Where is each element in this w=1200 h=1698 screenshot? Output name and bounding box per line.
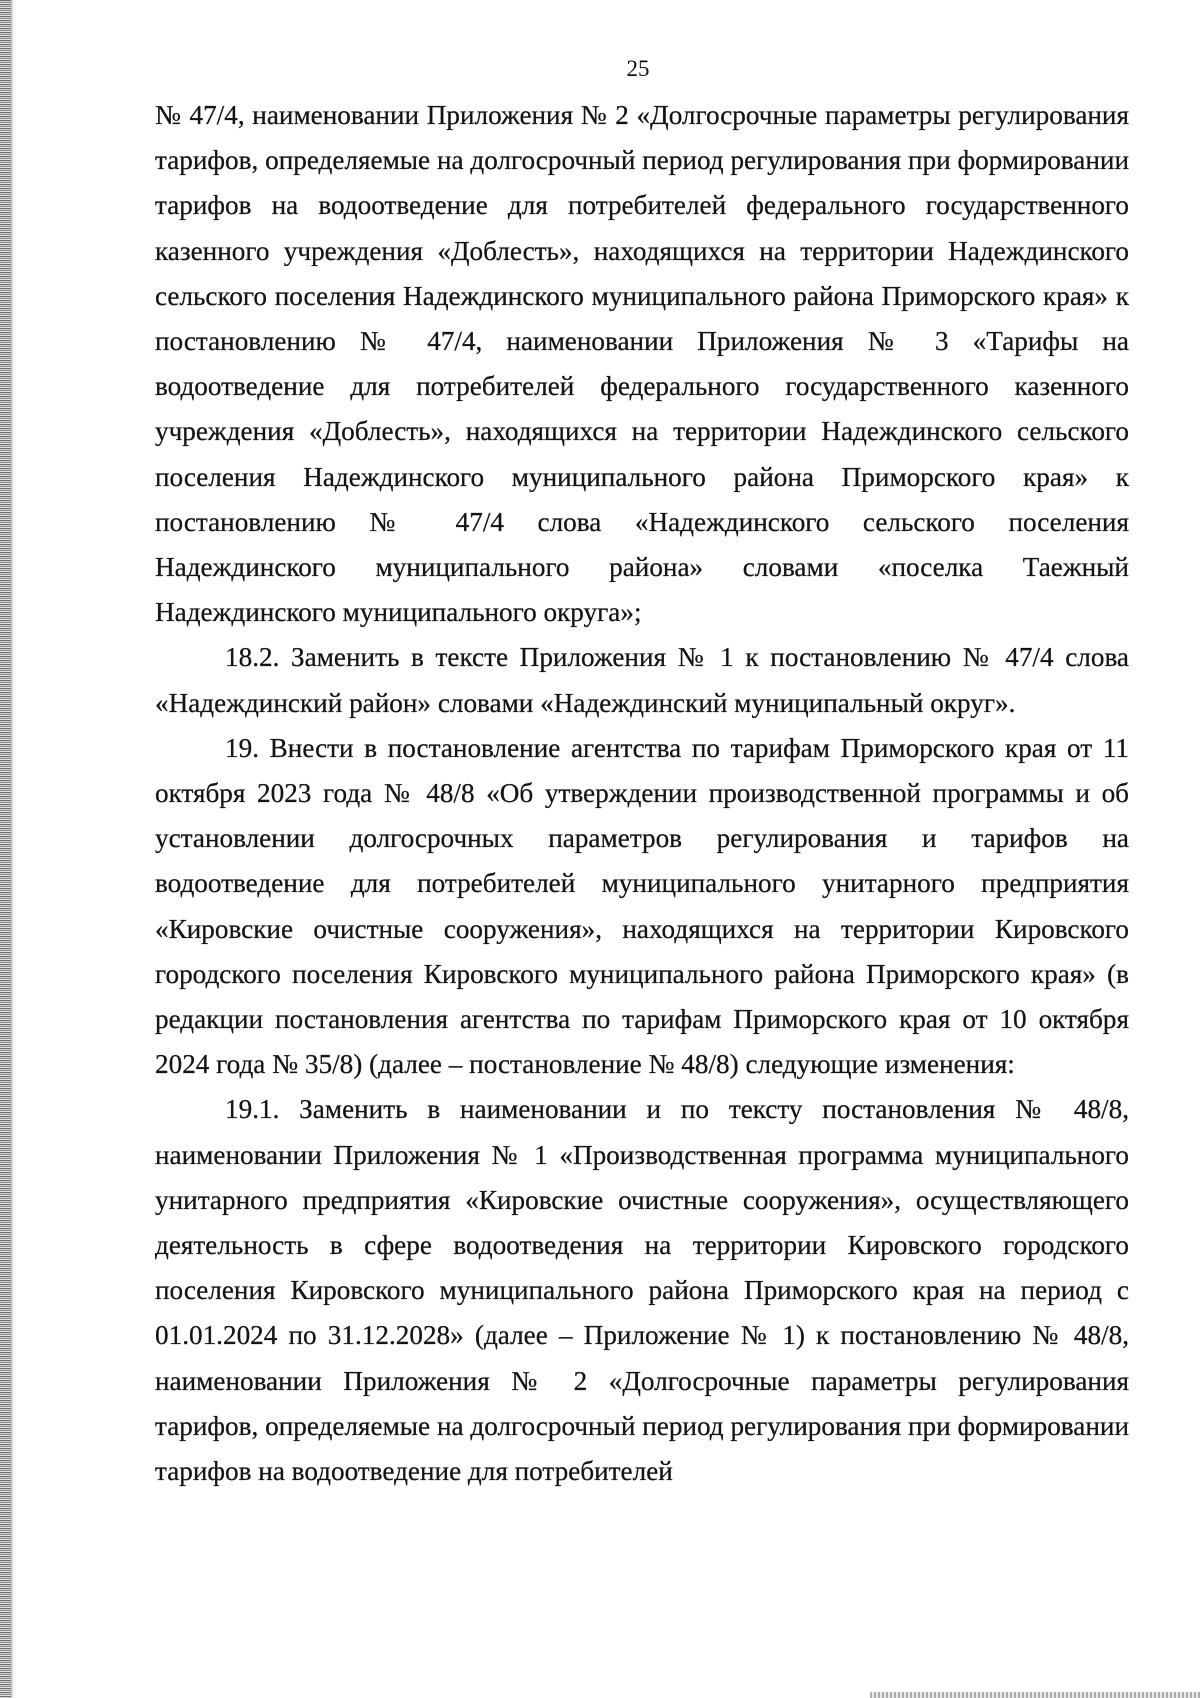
- paragraph-continuation: № 47/4, наименовании Приложения № 2 «Долгосрочные параметры регулирования тарифов, определяемые на долгосрочный период регулирования при формировании тарифов на водоотведение для потребителей федерального государственного казенного учреждения «Доблесть», находящихся на территории Надеждинского сельского поселения Надеждинского муниципального района Приморского края» к постановлению № 47/4, наименовании Приложения № 3 «Тарифы на водоотведение для потребителей федерального государственного казенного учреждения «Доблесть», находящихся на территории Надеждинского сельского поселения Надеждинского муниципального района Приморского края» к постановлению № 47/4 слова «Надеждинского сельского поселения Надеждинского муниципального района» словами «поселка Таежный Надеждинского муниципального округа»;: [155, 100, 1129, 628]
- page-number: 25: [626, 56, 650, 81]
- document-body: [155, 93, 1129, 1494]
- scan-edge-left: [0, 0, 11, 1698]
- paragraph-18-2: 18.2. Заменить в тексте Приложения № 1 к постановлению № 47/4 слова «Надеждинский район» словами «Надеждинский муниципальный округ».: [155, 642, 1129, 718]
- scan-edge-bottom: [870, 1692, 1200, 1698]
- paragraph-19-1: 19.1. Заменить в наименовании и по тексту постановления № 48/8, наименовании Приложения № 1 «Производственная программа муниципального унитарного предприятия «Кировские очистные сооружения», осуществляющего деятельность в сфере водоотведения на территории Кировского городского поселения Кировского муниципального района Приморского края на период с 01.01.2024 по 31.12.2028» (далее – Приложение № 1) к постановлению № 48/8, наименовании Приложения № 2 «Долгосрочные параметры регулирования тарифов, определяемые на долгосрочный период регулирования при формировании тарифов на водоотведение для потребителей: [155, 1094, 1129, 1487]
- paragraph-19: 19. Внести в постановление агентства по тарифам Приморского края от 11 октября 2023 года № 48/8 «Об утверждении производственной программы и об установлении долгосрочных параметров регулирования и тарифов на водоотведение для потребителей муниципального унитарного предприятия «Кировские очистные сооружения», находящихся на территории Кировского городского поселения Кировского муниципального района Приморского края» (в редакции постановления агентства по тарифам Приморского края от 10 октября 2024 года № 35/8) (далее – постановление № 48/8) следующие изменения:: [155, 732, 1129, 1080]
